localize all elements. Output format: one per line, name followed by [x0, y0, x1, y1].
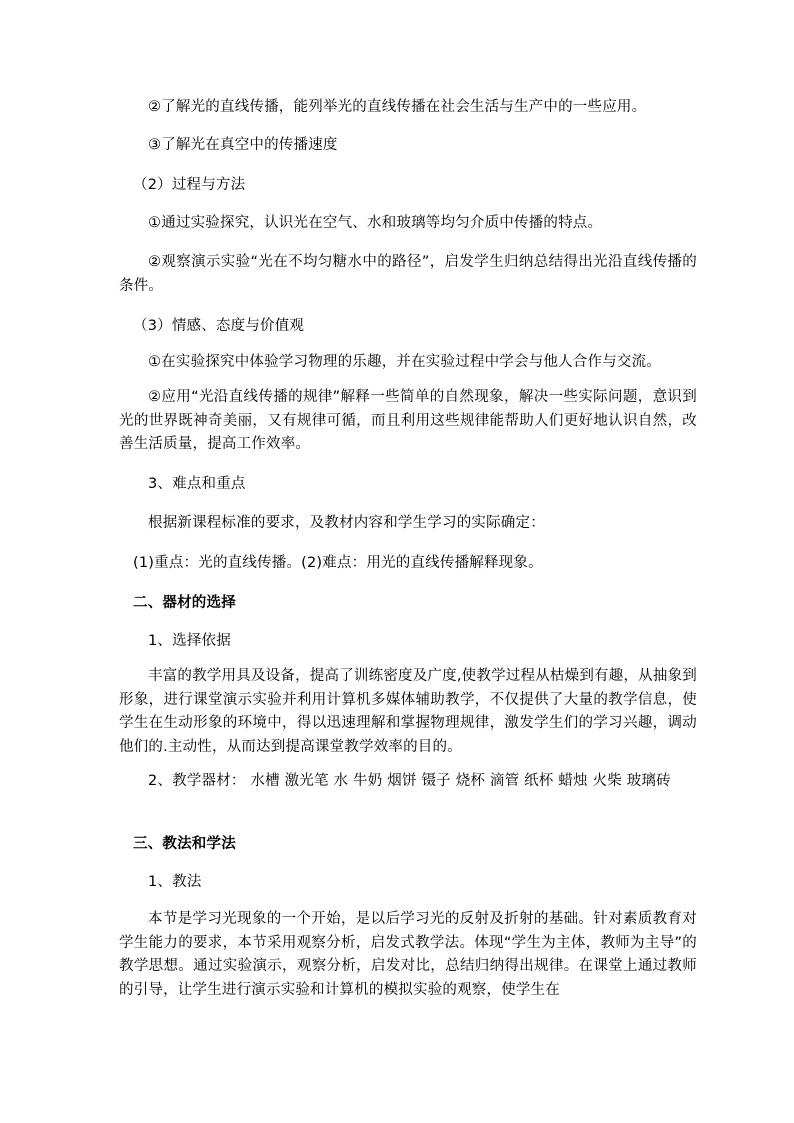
difficulty-heading: 3、难点和重点 — [148, 476, 246, 492]
emotion-item-1: ①在实验探究中体验学习物理的乐趣，并在实验过程中学会与他人合作与交流。 — [148, 354, 661, 370]
section-process-method-heading: （2）过程与方法 — [133, 177, 246, 193]
teaching-equipment-line: 2、教学器材： 水槽 激光笔 水 牛奶 烟饼 镊子 烧杯 滴管 纸杯 蜡烛 火柴 玻璃砖 — [148, 773, 671, 789]
section-methods-heading: 三、教法和学法 — [133, 836, 236, 852]
section-equipment-heading: 二、器材的选择 — [133, 595, 236, 611]
process-item-2: ②观察演示实验“光在不均匀糖水中的路径”，启发学生归纳总结得出光沿直线传播的条件。 — [119, 254, 697, 294]
objective-3-line: ③了解光在真空中的传播速度 — [148, 137, 338, 153]
selection-basis-paragraph: 丰富的教学用具及设备，提高了训练密度及广度,使教学过程从枯燥到有趣，从抽象到形象，进行课堂演示实验并利用计算机多媒体辅助教学，不仅提供了大量的教学信息，使学生在生动形象的环境中，得以迅速理解和掌握物理规律，激发学生们的学习兴趣，调动他们的.主动性，从而达到提高课堂教学效率的目的。 — [119, 668, 697, 755]
section-emotion-heading: （3）情感、态度与价值观 — [133, 318, 305, 334]
key-points-line: (1)重点：光的直线传播。(2)难点：用光的直线传播解释现象。 — [133, 555, 543, 571]
teaching-method-heading: 1、教法 — [148, 874, 202, 890]
emotion-item-2: ②应用“光沿直线传播的规律”解释一些简单的自然现象，解决一些实际问题，意识到光的世界既神奇美丽，又有规律可循，而且利用这些规律能帮助人们更好地认识自然，改善生活质量，提高工作效率。 — [119, 389, 697, 452]
teaching-method-paragraph: 本节是学习光现象的一个开始，是以后学习光的反射及折射的基础。针对素质教育对学生能力的要求，本节采用观察分析，启发式教学法。体现“学生为主体，教师为主导”的教学思想。通过实验演示，观察分析，启发对比，总结归纳得出规律。在课堂上通过教师的引导，让学生进行演示实验和计算机的模拟实验的观察，使学生在 — [119, 911, 697, 998]
process-item-1: ①通过实验探究，认识光在空气、水和玻璃等均匀介质中传播的特点。 — [148, 215, 603, 231]
curriculum-basis-line: 根据新课程标准的要求，及教材内容和学生学习的实际确定： — [148, 515, 545, 531]
selection-basis-heading: 1、选择依据 — [148, 633, 231, 649]
objective-2-line: ②了解光的直线传播，能列举光的直线传播在社会生活与生产中的一些应用。 — [148, 99, 647, 115]
